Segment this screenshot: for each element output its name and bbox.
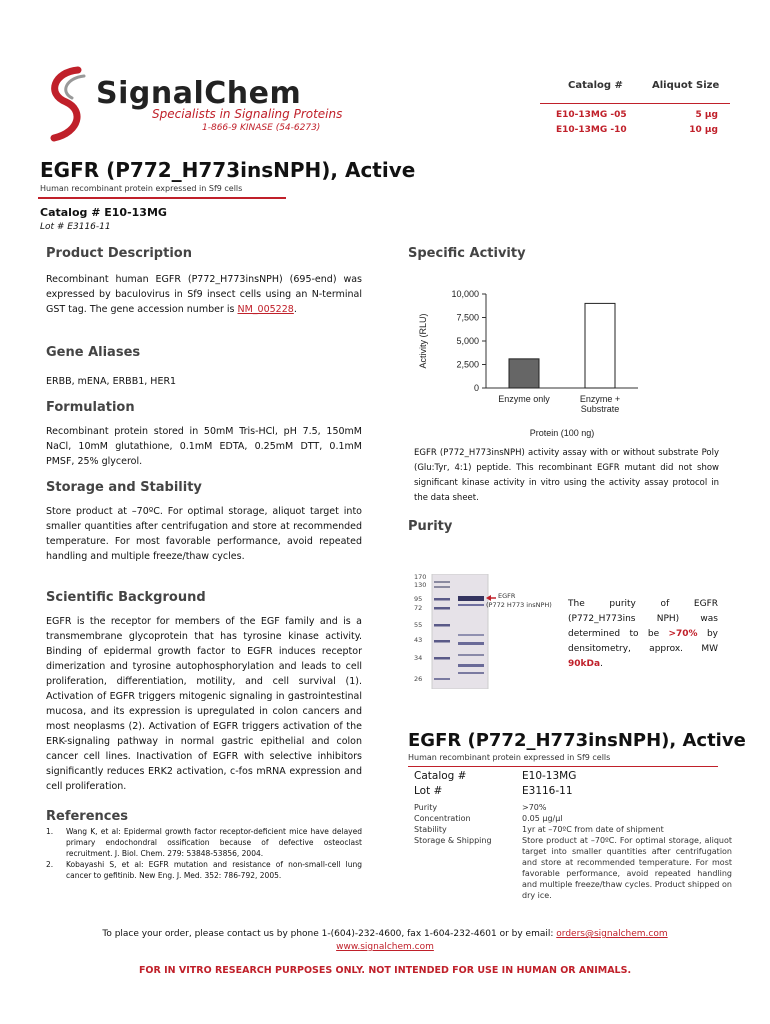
aliquot-header: Aliquot Size (652, 80, 720, 91)
sample-band (458, 672, 484, 674)
catalog-row-1: E10-13MG -05 (556, 110, 627, 120)
summary-label-lot: Lot # (414, 785, 443, 797)
sample-band (458, 654, 484, 656)
summary-value-purity: >70% (522, 803, 547, 812)
gel-marker: 170 (414, 573, 427, 581)
catalog-number: Catalog # E10-13MG (40, 206, 167, 219)
references-list (46, 826, 362, 881)
summary-subtitle: Human recombinant protein expressed in Sf9 cells (408, 753, 611, 762)
gel-marker: 34 (414, 654, 423, 662)
y-axis-label: Activity (RLU) (418, 313, 428, 369)
footer-disclaimer: FOR IN VITRO RESEARCH PURPOSES ONLY. NOT INTENDED FOR USE IN HUMAN OR ANIMALS. (138, 965, 632, 976)
purity-percent: >70% (668, 629, 698, 639)
gel-label-line: EGFR (498, 592, 516, 600)
gel-marker: 55 (414, 621, 423, 629)
purity-heading: Purity (408, 519, 453, 534)
purity-end: . (600, 659, 603, 669)
gel-marker: 95 (414, 595, 423, 603)
x-tick-label: Substrate (580, 404, 620, 414)
product-subtitle: Human recombinant protein expressed in Sf9 cells (40, 184, 243, 193)
summary-label-catalog: Catalog # (414, 770, 467, 782)
storage-text: Store product at –70ºC. For optimal storage, aliquot target into smaller quantities after centrifugation and store at recommended temperature. For most favorable performance, avoid repeated handling and multiple freeze/thaw cycles. (46, 506, 362, 562)
ladder-band (434, 586, 450, 588)
scientific-background-text: EGFR is the receptor for members of the EGF family and is a transmembrane glycoprotein that has tyrosine kinase activity. Binding of epidermal growth factor to EGFR induces receptor dimerization and tyrosine autophosphorylation and leads to cell proliferation, differentiation, motility, and cell survival (1). Activation of EGFR triggers mitogenic signaling in gastrointestinal mucosa, and its expression is upregulated in colon cancers and most neoplasms (2). Activation of EGFR triggers activation of the ERK-signaling pathway in normal gastric epithelial and colon cancer cell lines. Inactivation of EGFR with selective inhibitors significantly reduces ERK2 activation, c-fos mRNA expression and cell proliferation. (46, 616, 362, 792)
sample-band (458, 664, 484, 667)
summary-label-stability: Stability (414, 825, 447, 834)
reference-text: Wang K, et al: Epidermal growth factor receptor-deficient mice have delayed primary endochondral ossification because of defective osteoclast recruitment. J. Biol. Chem. 279: 53848-53856, 2004. (66, 827, 362, 858)
ladder-band (434, 598, 450, 601)
summary-label-storage: Storage & Shipping (414, 836, 492, 845)
purity-mw: 90kDa (568, 659, 601, 669)
summary-value-catalog: E10-13MG (522, 770, 577, 782)
references-heading: References (46, 809, 129, 824)
purity-text-b: by densitometry, approx. MW (568, 629, 718, 654)
reference-text: Kobayashi S, et al: EGFR mutation and resistance of non-small-cell lung cancer to gefitinib. New Eng. J. Med. 352: 786-792, 2005. (66, 860, 362, 880)
ladder-band (434, 607, 450, 610)
brand-name: SignalChem (96, 76, 302, 111)
activity-chart (408, 280, 648, 440)
bar (585, 303, 615, 388)
y-tick-label: 5,000 (456, 336, 479, 346)
summary-rule (408, 766, 718, 767)
website-link[interactable]: www.signalchem.com (336, 942, 434, 952)
size-row-2: 10 µg (689, 125, 718, 135)
ladder-band (434, 657, 450, 660)
purity-text-a: The purity of EGFR (P772_H773ins NPH) was determined to be (568, 599, 718, 639)
product-description-heading: Product Description (46, 246, 192, 261)
reference-item (46, 859, 362, 881)
x-tick-label: Enzyme + (579, 394, 621, 404)
catalog-rule (540, 103, 730, 104)
description-body: Recombinant human EGFR (P772_H773insNPH) (695-end) was expressed by baculovirus in Sf9 insect cells using an N-terminal GST tag. The gene accession number is (46, 274, 362, 315)
gel-band-label (498, 592, 515, 600)
gel-marker: 72 (414, 604, 423, 612)
footer-website (0, 942, 770, 952)
signalchem-logo-icon (40, 64, 100, 144)
catalog-header: Catalog # (568, 80, 623, 91)
sample-band (458, 642, 484, 645)
brand-phone: 1-866-9 KINASE (54-6273) (202, 123, 321, 133)
accession-link[interactable]: NM_005228 (237, 304, 294, 315)
catalog-row-2: E10-13MG -10 (556, 125, 627, 135)
sample-band (458, 604, 484, 606)
storage-heading: Storage and Stability (46, 480, 202, 495)
reference-number: 1. (46, 827, 54, 836)
gene-aliases-heading: Gene Aliases (46, 345, 141, 360)
brand-tagline: Specialists in Signaling Proteins (152, 107, 343, 121)
gel-band-label-2: (P772 H773 insNPH) (486, 601, 552, 609)
y-tick-label: 0 (473, 383, 479, 393)
formulation-heading: Formulation (46, 400, 135, 415)
specific-activity-heading: Specific Activity (408, 246, 526, 261)
summary-value-stability: 1yr at –70ºC from date of shipment (522, 825, 664, 834)
summary-value-lot: E3116-11 (522, 785, 573, 797)
gel-marker: 43 (414, 636, 423, 644)
description-end: . (293, 304, 297, 315)
ladder-band (434, 678, 450, 680)
ladder-band (434, 640, 450, 643)
formulation-text: Recombinant protein stored in 50mM Tris-HCl, pH 7.5, 150mM NaCl, 10mM glutathione, 0.1mM EDTA, 0.25mM DTT, 0.1mM PMSF, 25% glycerol. (46, 426, 362, 467)
x-axis-label: Protein (100 ng) (529, 428, 595, 438)
y-tick-label: 10,000 (451, 289, 479, 299)
summary-value-concentration: 0.05 µg/µl (522, 814, 563, 823)
lot-number: Lot # E3116-11 (40, 222, 111, 232)
gel-background (432, 574, 488, 689)
y-tick-label: 7,500 (456, 312, 479, 323)
title-rule (38, 197, 286, 199)
activity-caption: EGFR (P772_H773insNPH) activity assay with or without substrate Poly (Glu:Tyr, 4:1) peptide. This recombinant EGFR mutant did not show significant kinase activity in vitro using the activity assay protocol in the data sheet. (414, 448, 719, 503)
egfr-band (458, 596, 484, 601)
purity-text (568, 597, 718, 672)
ladder-band (434, 581, 450, 583)
y-tick-label: 2,500 (456, 359, 479, 370)
summary-value-storage: Store product at –70ºC. For optimal storage, aliquot target into smaller quantities after centrifugation and store at recommended temperature. For most favorable performance, avoid repeated handling and multiple freeze/thaw cycles. Product shipped on dry ice. (522, 836, 732, 900)
summary-title: EGFR (P772_H773insNPH), Active (408, 730, 746, 751)
gene-aliases-text: ERBB, mENA, ERBB1, HER1 (46, 376, 177, 387)
gel-marker: 130 (414, 581, 427, 589)
gel-marker: 26 (414, 675, 423, 683)
reference-item (46, 826, 362, 859)
footer-contact (0, 929, 770, 939)
email-link[interactable]: orders@signalchem.com (556, 929, 668, 939)
sample-band (458, 634, 484, 636)
sds-page-gel (414, 574, 554, 689)
x-tick-label: Enzyme only (498, 394, 550, 404)
reference-number: 2. (46, 860, 54, 869)
bar (509, 359, 539, 388)
footer-contact-text: To place your order, please contact us by phone 1-(604)-232-4600, fax 1-604-232-4601 or by email: (102, 929, 557, 939)
summary-label-concentration: Concentration (414, 814, 471, 823)
scientific-background-heading: Scientific Background (46, 590, 206, 605)
summary-label-purity: Purity (414, 803, 438, 812)
product-description-text (46, 272, 362, 317)
product-title: EGFR (P772_H773insNPH), Active (40, 158, 416, 182)
size-row-1: 5 µg (695, 110, 718, 120)
ladder-band (434, 624, 450, 627)
